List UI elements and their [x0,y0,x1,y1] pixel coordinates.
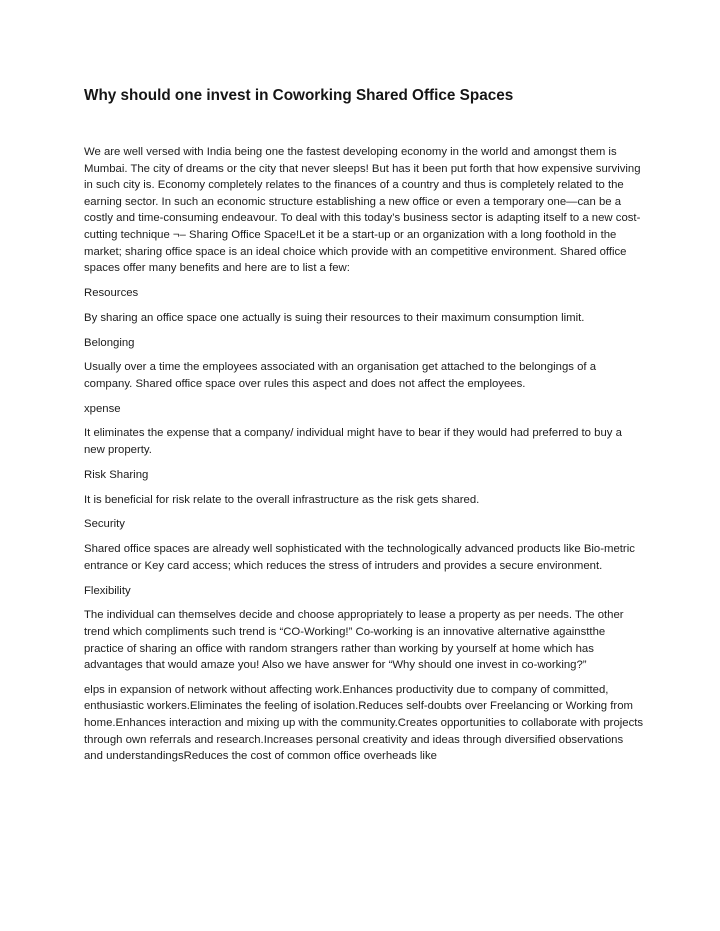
document-body [84,86,644,773]
section-body-expense: It eliminates the expense that a company/ individual might have to bear if they would had preferred to buy a new property. [84,427,622,457]
section-heading-risk-sharing: Risk Sharing [84,468,149,481]
closing-paragraph: elps in expansion of network without affecting work.Enhances productivity due to company of committed, enthusiastic workers.Eliminates the feeling of isolation.Reduces self-doubts over Freelancing or Working from home.Enhances interaction and mixing up with the community.Creates opportunities to collaborate with projects through own referrals and research.Increases personal creativity and ideas through diversified observations and understandingsReduces the cost of common office overheads like [84,683,644,763]
intro-paragraph: We are well versed with India being one the fastest developing economy in the world and amongst them is Mumbai. The city of dreams or the city that never sleeps! But has it been put forth that how expensive surviving in such city is. Economy completely relates to the finances of a country and thus is completely related to the earning sector. In such an economic structure establishing a new office or even a temporary one—can be a costly and time-consuming endeavour. To deal with this today’s business sector is adapting itself to a new cost- cutting technique ¬– Sharing Office Space!Let it be a start-up or an organization with a long foothold in the market; sharing office space is an ideal choice which provide with an competitive environment. Shared office spaces offer many benefits and here are to list a few: [84,146,641,275]
document-title: Why should one invest in Coworking Shared Office Spaces [84,87,514,104]
section-body-security: Shared office spaces are already well sophisticated with the technologically advanced products like Bio-metric entrance or Key card access; which reduces the stress of intruders and provides a secure environment. [84,543,635,572]
section-heading-flexibility: Flexibility [84,584,131,597]
section-heading-expense: xpense [84,402,121,415]
section-body-resources: By sharing an office space one actually is suing their resources to their maximum consumption limit. [84,311,585,324]
section-heading-resources: Resources [84,286,139,299]
section-heading-security: Security [84,518,125,531]
section-heading-belonging: Belonging [84,336,135,349]
section-body-flexibility: The individual can themselves decide and choose appropriately to lease a property as per needs. The other trend which compliments such trend is “CO-Working!” Co-working is an innovative alternative againstthe practice of sharing an office with random strangers rather than working by yourself at home which has advantages that would amaze you! Also we have answer for “Why should one invest in co-working?” [84,609,624,672]
section-body-risk-sharing: It is beneficial for risk relate to the overall infrastructure as the risk gets shared. [84,493,480,506]
section-body-belonging: Usually over a time the employees associated with an organisation get attached to the belongings of a company. Shared office space over rules this aspect and does not affect the employees. [84,361,597,390]
